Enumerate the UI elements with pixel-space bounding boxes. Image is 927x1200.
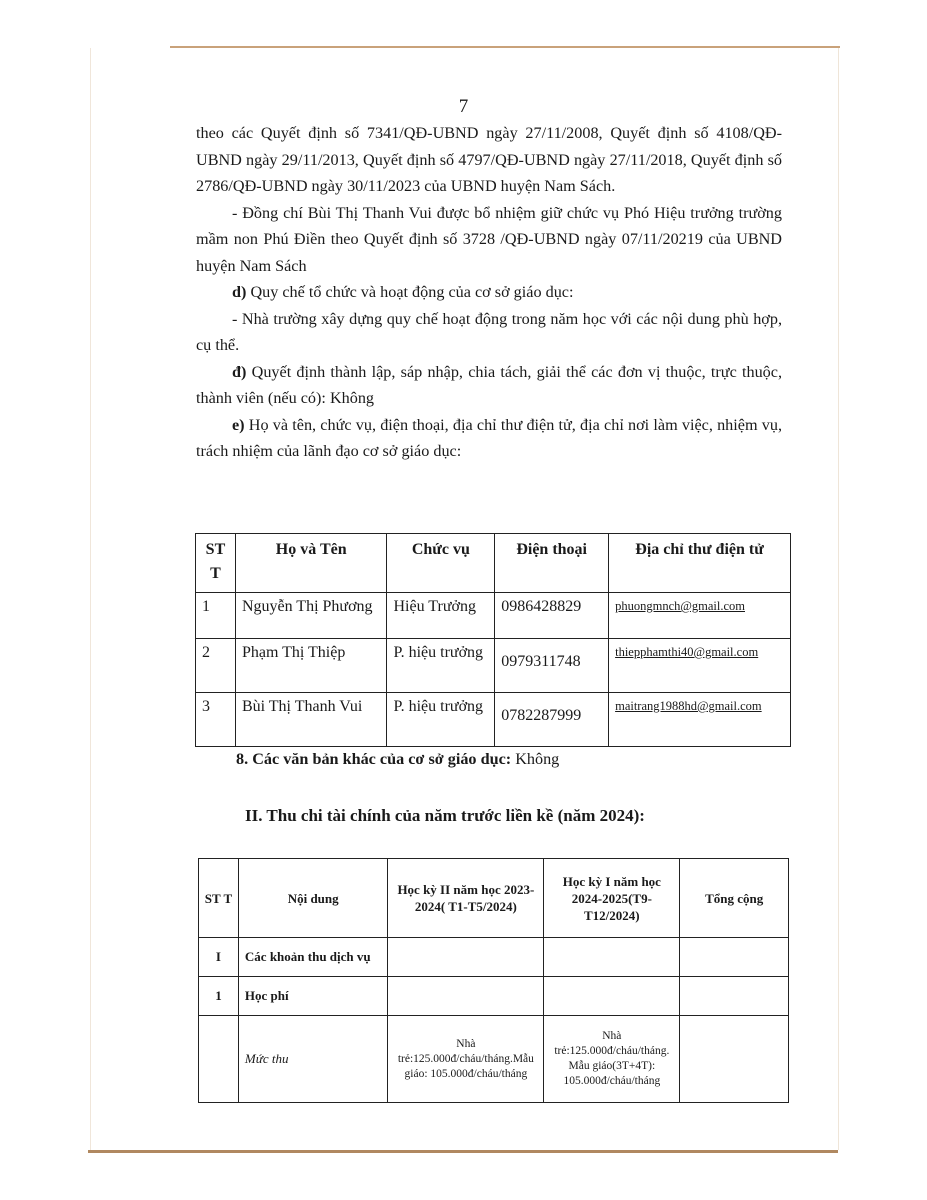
- paragraph-d-text: Quy chế tổ chức và hoạt động của cơ sở giáo dục:: [250, 283, 574, 301]
- paragraph-regulation: - Nhà trường xây dựng quy chế hoạt động trong năm học với các nội dung phù hợp, cụ thể.: [196, 309, 782, 354]
- cell-stt: 2: [196, 639, 236, 693]
- page-edge-left: [90, 48, 91, 1150]
- header-stt: ST T: [196, 534, 236, 593]
- section-8-label: 8. Các văn bản khác của cơ sở giáo dục:: [236, 750, 512, 768]
- table-row: [199, 938, 789, 977]
- cell-content: Mức thu: [238, 1016, 387, 1103]
- paragraph-e-text: Họ và tên, chức vụ, điện thoại, địa chỉ thư điện tử, địa chỉ nơi làm việc, nhiệm vụ, trách nhiệm của lãnh đạo cơ sở giáo dục:: [196, 415, 782, 460]
- cell-total: [680, 1016, 789, 1103]
- cell-phone: 0782287999: [495, 693, 609, 747]
- header-total: Tổng cộng: [680, 859, 789, 938]
- table-row: [196, 693, 791, 747]
- cell-name: Bùi Thị Thanh Vui: [235, 693, 387, 747]
- paragraph-dd: [196, 359, 782, 412]
- section-8-value: Không: [511, 750, 560, 768]
- cell-stt: 1: [199, 977, 239, 1016]
- section-8: [236, 750, 559, 769]
- paragraph-dd-text: Quyết định thành lập, sáp nhập, chia tách, giải thể các đơn vị thuộc, trực thuộc, thành viên (nếu có): Không: [196, 362, 783, 407]
- header-phone: Điện thoại: [495, 534, 609, 593]
- cell-stt: I: [199, 938, 239, 977]
- paragraph-vice-principal: - Đồng chí Bùi Thị Thanh Vui được bổ nhiệm giữ chức vụ Phó Hiệu trưởng trường mầm non Phú Điền theo Quyết định số 3728 /QĐ-UBND ngày 07/11/20219 của UBND huyện Nam Sách: [196, 203, 782, 275]
- cell-semester-2: [388, 938, 544, 977]
- document-body: [196, 120, 782, 465]
- table-row: [196, 639, 791, 693]
- page-number: 7: [458, 96, 469, 117]
- cell-position: Hiệu Trưởng: [387, 593, 495, 639]
- cell-total: [680, 938, 789, 977]
- table-row: [199, 977, 789, 1016]
- cell-stt: 1: [196, 593, 236, 639]
- cell-semester-1: [544, 977, 680, 1016]
- cell-content: Học phí: [238, 977, 387, 1016]
- cell-semester-1: Nhà trẻ:125.000đ/cháu/tháng. Mẫu giáo(3T+4T): 105.000đ/cháu/tháng: [544, 1016, 680, 1103]
- header-stt: ST T: [199, 859, 239, 938]
- paragraph-decisions: theo các Quyết định số 7341/QĐ-UBND ngày 27/11/2008, Quyết định số 4108/QĐ-UBND ngày 29/11/2013, Quyết định số 4797/QĐ-UBND ngày 27/11/2018, Quyết định số 2786/QĐ-UBND ngày 30/11/2023 của UBND huyện Nam Sách.: [196, 124, 782, 195]
- header-semester-2: Học kỳ II năm học 2023-2024( T1-T5/2024): [388, 859, 544, 938]
- cell-name: Nguyễn Thị Phương: [235, 593, 387, 639]
- table-header-row: [199, 859, 789, 938]
- leaders-table: [195, 533, 791, 747]
- page-edge-bottom: [88, 1150, 838, 1153]
- finance-table: [198, 858, 789, 1103]
- header-position: Chức vụ: [387, 534, 495, 593]
- table-row: [199, 1016, 789, 1103]
- cell-total: [680, 977, 789, 1016]
- header-name: Họ và Tên: [235, 534, 387, 593]
- table-row: [196, 593, 791, 639]
- cell-phone: 0986428829: [495, 593, 609, 639]
- cell-position: P. hiệu trưởng: [387, 693, 495, 747]
- cell-name: Phạm Thị Thiệp: [235, 639, 387, 693]
- paragraph-d: [196, 279, 782, 306]
- cell-email-link[interactable]: thiepphamthi40@gmail.com: [609, 639, 791, 693]
- cell-email-link[interactable]: phuongmnch@gmail.com: [609, 593, 791, 639]
- header-email: Địa chỉ thư điện tử: [609, 534, 791, 593]
- header-semester-1: Học kỳ I năm học 2024-2025(T9-T12/2024): [544, 859, 680, 938]
- cell-stt: [199, 1016, 239, 1103]
- paragraph-e: [196, 412, 782, 465]
- marker-d: d): [232, 283, 247, 301]
- cell-semester-1: [544, 938, 680, 977]
- cell-stt: 3: [196, 693, 236, 747]
- cell-semester-2: Nhà trẻ:125.000đ/cháu/tháng.Mẫu giáo: 105.000đ/cháu/tháng: [388, 1016, 544, 1103]
- cell-position: P. hiệu trưởng: [387, 639, 495, 693]
- section-II-title: II. Thu chi tài chính của năm trước liền kề (năm 2024):: [245, 806, 645, 825]
- cell-email-link[interactable]: maitrang1988hd@gmail.com: [609, 693, 791, 747]
- table-header-row: [196, 534, 791, 593]
- page-edge-right: [838, 48, 839, 1150]
- cell-semester-2: [388, 977, 544, 1016]
- page-edge-top: [170, 46, 840, 48]
- cell-content: Các khoản thu dịch vụ: [238, 938, 387, 977]
- cell-phone: 0979311748: [495, 639, 609, 693]
- marker-e: e): [232, 415, 245, 434]
- header-content: Nội dung: [238, 859, 387, 938]
- marker-dd: đ): [232, 362, 247, 381]
